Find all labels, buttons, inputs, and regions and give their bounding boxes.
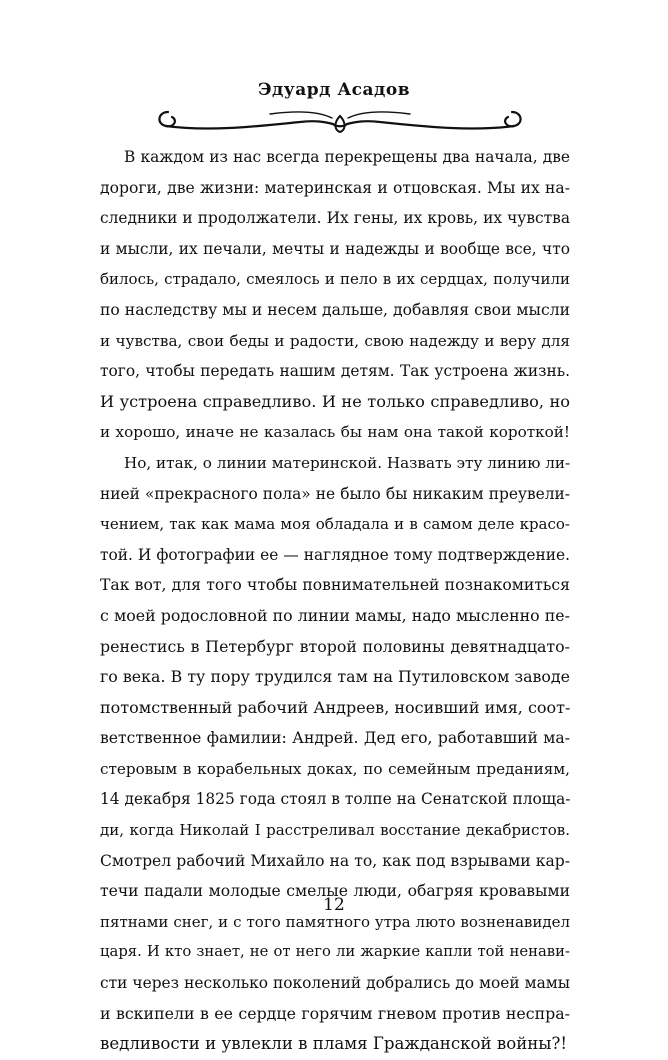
text-line: пятнами снег, и с того памятного утра люто возненавидел [100,912,570,931]
paragraph-1 [100,142,570,448]
text-line: следники и продолжатели. Их гены, их кровь, их чувства [100,209,570,228]
text-line: ди, когда Николай I расстреливал восстание декабристов. [100,821,570,840]
text-line: и мысли, их печали, мечты и надежды и вообще все, что [100,239,570,258]
text-line: по наследству мы и несем дальше, добавляя свои мысли [100,300,570,319]
text-line: сти через несколько поколений добрались до моей мамы [100,974,570,993]
body-text [100,142,570,1060]
text-line: ведливости и увлекли в пламя Гражданской войны?! [100,1034,568,1054]
text-line: Но, итак, о линии материнской. Назвать эту линию ли- [124,453,570,472]
text-line: нией «прекрасного пола» не было бы никаким преувели- [100,484,570,503]
page-number: 12 [323,895,345,915]
text-line: И устроена справедливо. И не только справедливо, но [100,391,570,411]
text-line: ренестись в Петербург второй половины девятнадцато- [100,636,570,656]
text-line: стеровым в корабельных доках, по семейным преданиям, [100,759,570,778]
text-line: В каждом из нас всегда перекрещены два начала, две [124,148,570,166]
text-line: того, чтобы передать нашим детям. Так устроена жизнь. [100,362,570,381]
text-line: той. И фотографии ее — наглядное тому подтверждение. [100,545,570,564]
text-line: потомственный рабочий Андреев, носивший имя, соот- [100,697,570,717]
scroll-flourish-icon [150,102,530,138]
text-line: с моей родословной по линии мамы, надо мысленно пе- [100,605,570,625]
text-line: Так вот, для того чтобы повнимательней познакомиться [100,576,570,595]
text-line: течи падали молодые смелые люди, обагряя кровавыми [100,882,570,901]
text-line: царя. И кто знает, не от него ли жаркие капли той ненави- [100,943,570,961]
text-line: билось, страдало, смеялось и пело в их сердцах, получили [100,270,570,289]
paragraph-2 [100,448,570,1060]
text-line: чением, так как мама моя обладала и в самом деле красо- [100,515,570,534]
text-line: и вскипели в ее сердце горячим гневом против неспра- [100,1003,570,1023]
text-line: и чувства, свои беды и радости, свою надежду и веру для [100,331,570,350]
text-line: го века. В ту пору трудился там на Путиловском заводе [100,667,570,687]
text-line: ветственное фамилии: Андрей. Дед его, работавший ма- [100,729,570,748]
text-line: Смотрел рабочий Михайло на то, как под взрывами кар- [100,851,570,870]
text-line: и хорошо, иначе не казалась бы нам она такой короткой! [100,423,570,442]
text-line: дороги, две жизни: материнская и отцовская. Мы их на- [100,178,570,197]
text-line: 14 декабря 1825 года стоял в толпе на Сенатской площа- [100,790,570,809]
running-head: Эдуард Асадов [257,80,411,100]
